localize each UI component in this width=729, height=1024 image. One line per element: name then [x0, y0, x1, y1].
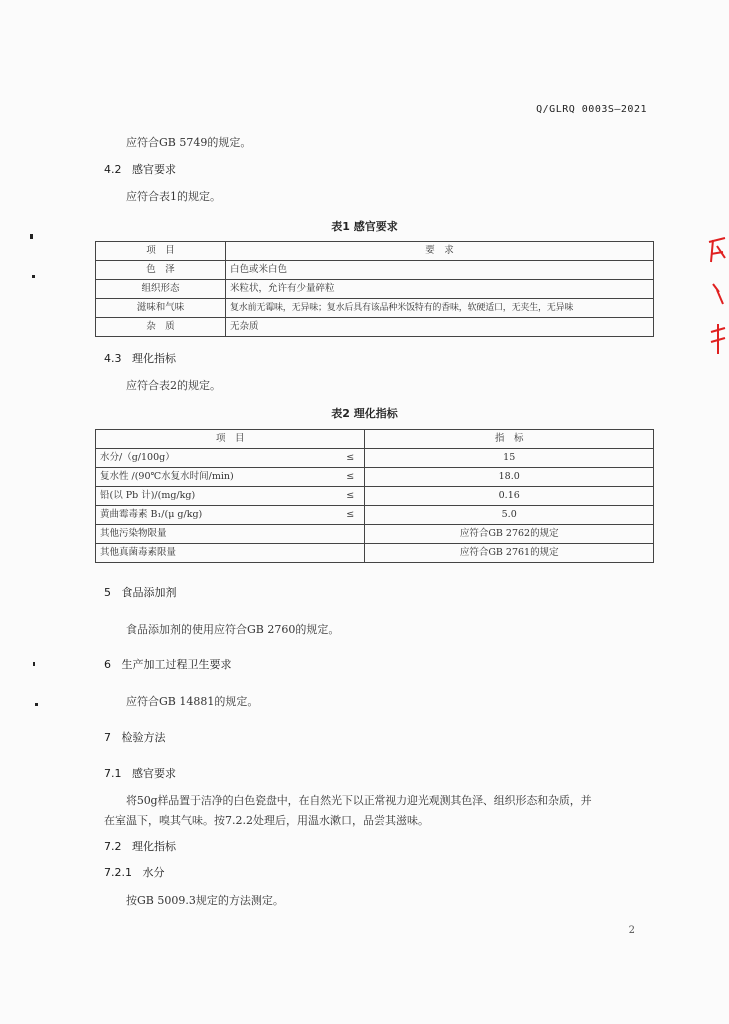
table-cell: ≤	[336, 449, 365, 468]
table-cell: 复水性 /(90℃水复水时间/min)	[96, 468, 337, 487]
table-cell: 无杂质	[226, 318, 654, 337]
table-cell	[336, 525, 365, 544]
section-title: 感官要求	[132, 163, 176, 176]
table-cell: 白色或米白色	[226, 261, 654, 280]
table-row	[96, 487, 654, 506]
table2-physicochemical-indicators	[95, 429, 654, 563]
section-4-2-text: 应符合表1的规定。	[126, 190, 221, 203]
intro-line: 应符合GB 5749的规定。	[126, 136, 252, 149]
table-cell: 0.16	[365, 487, 654, 506]
section-7-2-heading	[104, 838, 176, 854]
section-number: 4.2	[104, 163, 122, 176]
table-row	[96, 299, 654, 318]
section-4-2-heading	[104, 161, 176, 177]
table1-sensory-requirements	[95, 241, 654, 337]
table2-caption: 表2 理化指标	[331, 407, 398, 420]
section-title: 理化指标	[132, 352, 176, 365]
table-cell: 色 泽	[96, 261, 226, 280]
table-row	[96, 280, 654, 299]
section-number: 7.1	[104, 767, 122, 780]
section-4-3-heading	[104, 350, 176, 366]
table-cell: ≤	[336, 487, 365, 506]
section-7-2-1-text: 按GB 5009.3规定的方法测定。	[126, 894, 284, 907]
document-code: Q/GLRQ 0003S—2021	[536, 104, 647, 115]
scan-speck	[33, 662, 35, 666]
table-cell: 15	[365, 449, 654, 468]
table-cell: ≤	[336, 468, 365, 487]
table-row	[96, 525, 654, 544]
table-row	[96, 318, 654, 337]
section-7-2-1-heading	[104, 864, 165, 880]
table-cell: 18.0	[365, 468, 654, 487]
table-row	[96, 468, 654, 487]
section-7-1-text-line2: 在室温下，嗅其气味。按7.2.2处理后，用温水漱口，品尝其滋味。	[104, 814, 429, 827]
table-cell: 组织形态	[96, 280, 226, 299]
scan-speck	[30, 234, 33, 239]
section-4-3-text: 应符合表2的规定。	[126, 379, 221, 392]
page-number: 2	[628, 925, 635, 936]
table-cell: 复水前无霉味，无异味；复水后具有该品种米饭特有的香味，软硬适口，无夹生，无异味	[226, 299, 654, 318]
section-7-heading	[104, 729, 166, 745]
section-title: 感官要求	[132, 767, 176, 780]
section-7-1-heading	[104, 765, 176, 781]
table-cell: 米粒状，允许有少量碎粒	[226, 280, 654, 299]
section-6-heading	[104, 656, 232, 672]
section-number: 7.2	[104, 840, 122, 853]
table-header-row	[96, 242, 654, 261]
scan-speck	[35, 703, 38, 706]
table-cell: 5.0	[365, 506, 654, 525]
table-cell: 应符合GB 2761的规定	[365, 544, 654, 563]
section-number: 5	[104, 586, 111, 599]
table-header-cell: 要 求	[226, 242, 654, 261]
table-header-row	[96, 430, 654, 449]
section-title: 检验方法	[121, 731, 166, 744]
section-number: 7	[104, 731, 111, 744]
scan-speck	[32, 275, 35, 278]
section-title: 理化指标	[132, 840, 176, 853]
table-cell: 水分/（g/100g）	[96, 449, 337, 468]
table-row	[96, 506, 654, 525]
table-header-cell: 指 标	[365, 430, 654, 449]
table-cell: 黄曲霉毒素 B₁/(μ g/kg)	[96, 506, 337, 525]
section-title: 食品添加剂	[121, 586, 177, 599]
table-header-cell: 项 目	[96, 242, 226, 261]
section-title: 水分	[142, 866, 165, 879]
section-title: 生产加工过程卫生要求	[121, 658, 232, 671]
section-5-heading	[104, 584, 177, 600]
section-number: 7.2.1	[104, 866, 132, 879]
table1-caption: 表1 感官要求	[331, 220, 398, 233]
table-cell: 滋味和气味	[96, 299, 226, 318]
red-stamp-fragment	[705, 232, 729, 372]
table-cell: 铅(以 Pb 计)/(mg/kg)	[96, 487, 337, 506]
table-cell: 应符合GB 2762的规定	[365, 525, 654, 544]
table-cell: 其他污染物限量	[96, 525, 337, 544]
table-row	[96, 544, 654, 563]
section-6-text: 应符合GB 14881的规定。	[126, 695, 259, 708]
table-header-cell: 项 目	[96, 430, 365, 449]
section-number: 4.3	[104, 352, 122, 365]
table-cell	[336, 544, 365, 563]
table-cell: 其他真菌毒素限量	[96, 544, 337, 563]
section-5-text: 食品添加剂的使用应符合GB 2760的规定。	[126, 623, 340, 636]
table-cell: ≤	[336, 506, 365, 525]
section-number: 6	[104, 658, 111, 671]
section-7-1-text-line1: 将50g样品置于洁净的白色瓷盘中，在自然光下以正常视力迎光观测其色泽、组织形态和杂质，并	[126, 794, 592, 807]
table-row	[96, 261, 654, 280]
table-cell: 杂 质	[96, 318, 226, 337]
table-row	[96, 449, 654, 468]
